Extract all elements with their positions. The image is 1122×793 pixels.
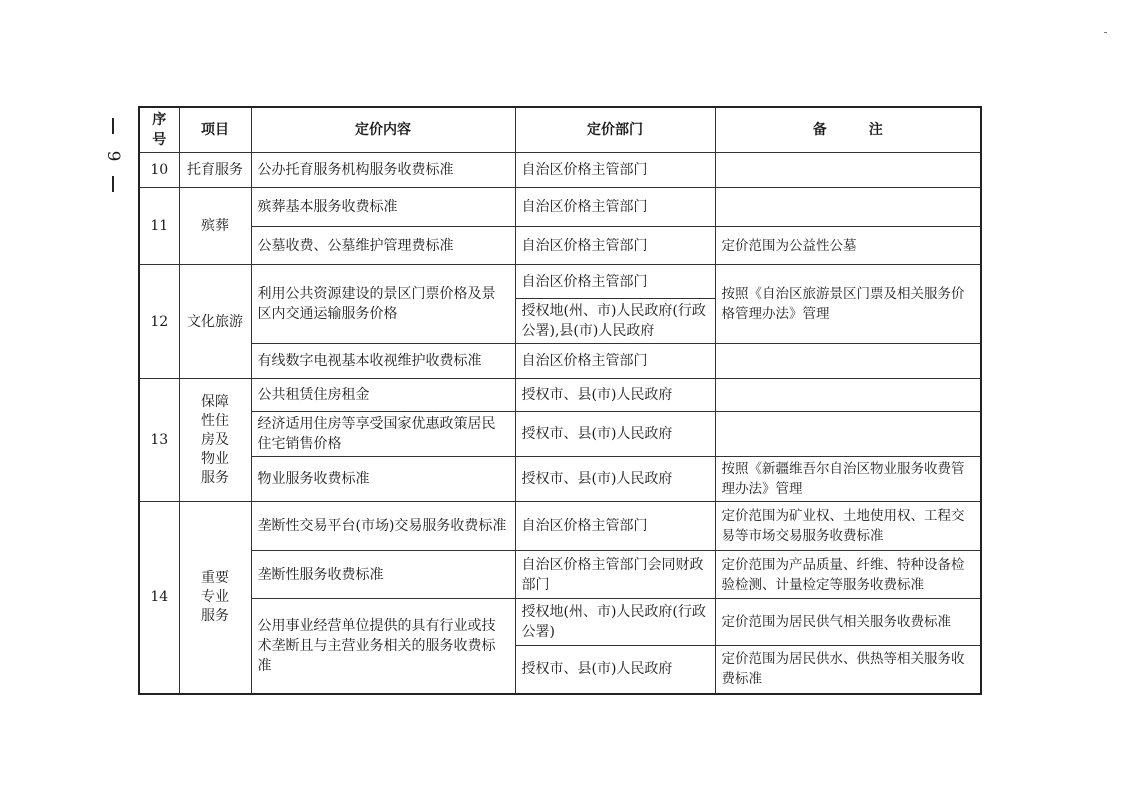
row-item: 托育服务 <box>179 153 251 188</box>
item-line: 物业 <box>201 450 229 467</box>
row-content: 公墓收费、公墓维护管理费标准 <box>251 227 515 265</box>
row-department: 授权市、县(市)人民政府 <box>515 646 715 694</box>
page-marker-top-line <box>112 118 114 134</box>
row-department: 自治区价格主管部门 <box>515 227 715 265</box>
row-seq: 14 <box>139 502 179 694</box>
row-note <box>715 412 981 457</box>
row-department: 自治区价格主管部门 <box>515 344 715 379</box>
row-seq: 12 <box>139 265 179 379</box>
row-department: 自治区价格主管部门 <box>515 502 715 551</box>
row-content: 公用事业经营单位提供的具有行业或技术垄断且与主营业务相关的服务收费标准 <box>251 599 515 694</box>
table-row <box>139 379 981 412</box>
row-department: 授权市、县(市)人民政府 <box>515 457 715 502</box>
row-department: 自治区价格主管部门 <box>515 188 715 227</box>
page-marker-bottom-line <box>112 176 114 192</box>
row-item <box>179 379 251 502</box>
row-seq: 10 <box>139 153 179 188</box>
row-content: 利用公共资源建设的景区门票价格及景区内交通运输服务价格 <box>251 265 515 344</box>
row-content: 经济适用住房等享受国家优惠政策居民住宅销售价格 <box>251 412 515 457</box>
item-line: 服务 <box>201 607 229 624</box>
row-note: 定价范围为居民供水、供热等相关服务收费标准 <box>715 646 981 694</box>
row-note: 按照《新疆维吾尔自治区物业服务收费管理办法》管理 <box>715 457 981 502</box>
item-line: 房及 <box>201 431 229 448</box>
row-department: 自治区价格主管部门 <box>515 265 715 299</box>
table-header-row <box>139 107 981 153</box>
table-row <box>139 551 981 599</box>
row-item <box>179 502 251 694</box>
table-row <box>139 599 981 646</box>
table-row <box>139 457 981 502</box>
table-row <box>139 412 981 457</box>
row-department: 授权地(州、市)人民政府(行政公署),县(市)人民政府 <box>515 299 715 344</box>
header-content: 定价内容 <box>251 107 515 153</box>
row-note: 定价范围为居民供气相关服务收费标准 <box>715 599 981 646</box>
row-seq: 11 <box>139 188 179 265</box>
row-content: 垄断性服务收费标准 <box>251 551 515 599</box>
header-department: 定价部门 <box>515 107 715 153</box>
pricing-catalog-table <box>138 106 982 695</box>
item-line: 保障 <box>201 393 229 410</box>
item-line: 专业 <box>201 588 229 605</box>
row-note <box>715 188 981 227</box>
header-note-label: 备 注 <box>812 122 897 138</box>
table-row <box>139 344 981 379</box>
row-content: 垄断性交易平台(市场)交易服务收费标准 <box>251 502 515 551</box>
corner-mark <box>1104 32 1107 33</box>
item-line: 性住 <box>201 412 229 429</box>
row-department: 授权市、县(市)人民政府 <box>515 379 715 412</box>
header-item: 项目 <box>179 107 251 153</box>
row-department: 授权市、县(市)人民政府 <box>515 412 715 457</box>
row-note: 定价范围为产品质量、纤维、特种设备检验检测、计量检定等服务收费标准 <box>715 551 981 599</box>
row-department: 自治区价格主管部门 <box>515 153 715 188</box>
row-note: 定价范围为公益性公墓 <box>715 227 981 265</box>
row-content: 物业服务收费标准 <box>251 457 515 502</box>
row-department: 自治区价格主管部门会同财政部门 <box>515 551 715 599</box>
row-department: 授权地(州、市)人民政府(行政公署) <box>515 599 715 646</box>
row-note <box>715 153 981 188</box>
table-row <box>139 188 981 227</box>
header-seq: 序号 <box>139 107 179 153</box>
header-note <box>715 107 981 153</box>
row-note: 定价范围为矿业权、土地使用权、工程交易等市场交易服务收费标准 <box>715 502 981 551</box>
page-number-marker <box>98 118 128 198</box>
row-content: 有线数字电视基本收视维护收费标准 <box>251 344 515 379</box>
table-row <box>139 502 981 551</box>
row-note <box>715 379 981 412</box>
row-note: 按照《自治区旅游景区门票及相关服务价格管理办法》管理 <box>715 265 981 344</box>
row-content: 公共租赁住房租金 <box>251 379 515 412</box>
table-row <box>139 153 981 188</box>
row-content: 公办托育服务机构服务收费标准 <box>251 153 515 188</box>
row-content: 殡葬基本服务收费标准 <box>251 188 515 227</box>
table-row <box>139 227 981 265</box>
page-number: 9 <box>103 150 123 162</box>
table-row <box>139 265 981 299</box>
item-line: 重要 <box>201 569 229 586</box>
item-line: 服务 <box>201 469 229 486</box>
row-seq: 13 <box>139 379 179 502</box>
row-item: 殡葬 <box>179 188 251 265</box>
row-item: 文化旅游 <box>179 265 251 379</box>
row-note <box>715 344 981 379</box>
